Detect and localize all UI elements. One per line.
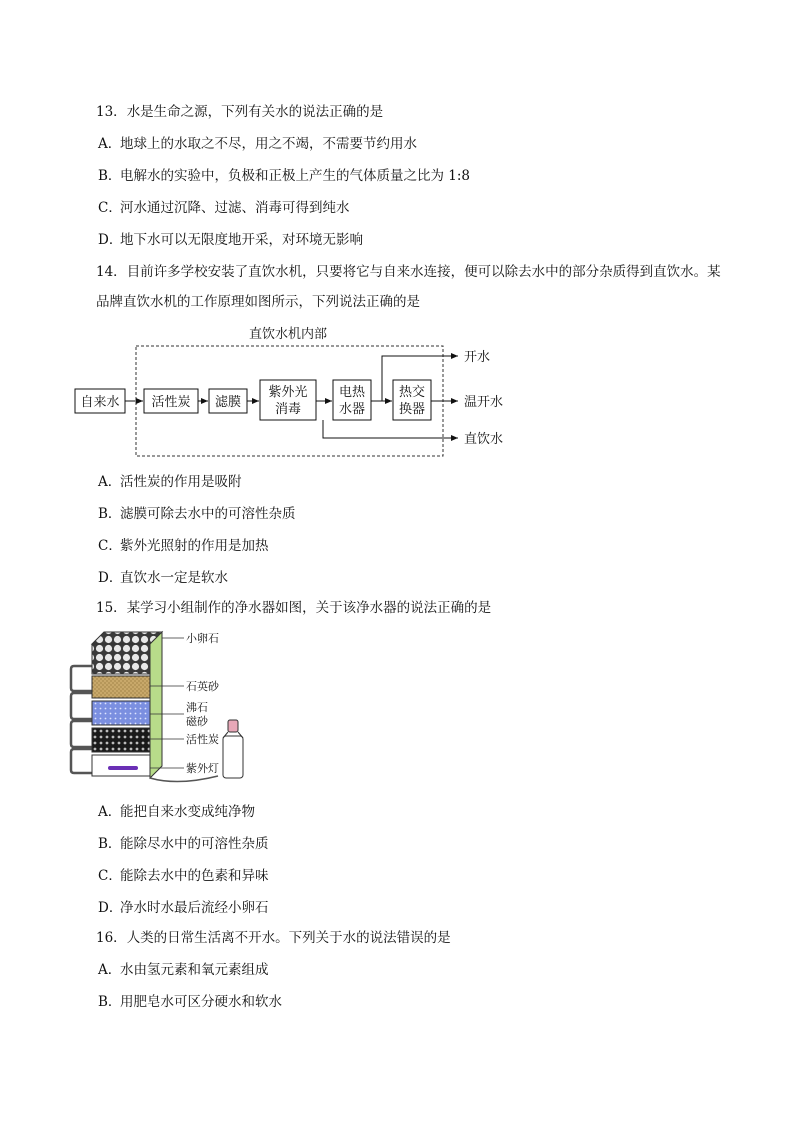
bottle-body — [223, 736, 243, 778]
q15-option-c[interactable] — [98, 866, 269, 886]
label-uv-lamp: 紫外灯 — [186, 762, 219, 775]
output-warm-water: 温开水 — [464, 395, 504, 410]
option-letter: D． — [98, 570, 123, 586]
q15-option-a[interactable] — [98, 802, 255, 822]
question-text: 人类的日常生活离不开水。下列关于水的说法错误的是 — [126, 930, 451, 946]
output-boiling-water: 开水 — [464, 350, 491, 365]
question-number: 15． — [96, 600, 127, 616]
pebble-layer — [92, 644, 150, 674]
option-letter: C． — [98, 868, 122, 884]
option-letter: A． — [98, 962, 122, 978]
q13-option-c[interactable] — [98, 198, 350, 218]
q15-option-b[interactable] — [98, 834, 269, 854]
question-16-stem — [96, 928, 451, 948]
option-text: 紫外光照射的作用是加热 — [120, 538, 269, 554]
question-14-stem — [96, 262, 721, 282]
uv-lamp — [108, 766, 138, 770]
q16-option-a[interactable] — [98, 960, 269, 980]
uv-label-line1: 紫外光 — [268, 385, 308, 400]
option-text: 直饮水一定是软水 — [120, 570, 228, 586]
option-text: 能除尽水中的可溶性杂质 — [120, 836, 269, 852]
option-text: 滤膜可除去水中的可溶性杂质 — [120, 506, 296, 522]
q13-option-d[interactable] — [98, 230, 363, 250]
question-text: 水是生命之源，下列有关水的说法正确的是 — [126, 104, 384, 120]
water-dispenser-diagram — [70, 322, 520, 462]
diagram-title: 直饮水机内部 — [248, 327, 328, 342]
option-text: 活性炭的作用是吸附 — [120, 474, 242, 490]
option-text: 能除去水中的色素和异味 — [120, 868, 269, 884]
option-text: 水由氢元素和氧元素组成 — [120, 962, 269, 978]
arrow-uv-to-direct — [323, 420, 458, 438]
q13-option-a[interactable] — [98, 134, 417, 154]
option-letter: A． — [98, 804, 122, 820]
exchanger-label-line2: 换器 — [398, 402, 426, 417]
option-letter: D． — [98, 232, 123, 248]
side-tube-3 — [71, 721, 92, 747]
question-14-stem-cont: 品牌直饮水机的工作原理如图所示，下列说法正确的是 — [96, 294, 420, 310]
q14-option-b[interactable] — [98, 504, 296, 524]
side-tube-4 — [71, 749, 92, 773]
question-13-stem — [96, 102, 383, 122]
question-text: 目前许多学校安装了直饮水机，只要将它与自来水连接，便可以除去水中的部分杂质得到直饮水。某 — [126, 264, 721, 280]
q14-option-a[interactable] — [98, 472, 242, 492]
output-direct-water: 直饮水 — [464, 432, 504, 447]
option-letter: A． — [98, 136, 122, 152]
question-15-stem — [96, 598, 491, 618]
outlet-tube — [150, 776, 218, 782]
label-activated-carbon: 活性炭 — [186, 733, 219, 746]
option-text: 能把自来水变成纯净物 — [120, 804, 255, 820]
option-text: 电解水的实验中，负极和正极上产生的气体质量之比为 1:8 — [120, 168, 471, 184]
carbon-layer — [92, 728, 150, 752]
label-pebbles: 小卵石 — [186, 632, 219, 645]
tap-water-label: 自来水 — [80, 395, 120, 410]
option-text: 地下水可以无限度地开采，对环境无影响 — [120, 232, 363, 248]
option-letter: C． — [98, 200, 122, 216]
option-text: 净水时水最后流经小卵石 — [120, 900, 269, 916]
option-letter: B． — [98, 994, 122, 1010]
uv-label-line2: 消毒 — [274, 402, 302, 417]
option-letter: B． — [98, 836, 122, 852]
water-purifier-figure — [68, 626, 258, 784]
label-magnetic-sand: 磁砂 — [186, 715, 208, 728]
question-number: 16． — [96, 930, 127, 946]
zeolite-layer — [92, 701, 150, 725]
filter-membrane-label: 滤膜 — [214, 395, 242, 410]
option-text: 地球上的水取之不尽，用之不竭，不需要节约用水 — [120, 136, 417, 152]
question-text: 某学习小组制作的净水器如图，关于该净水器的说法正确的是 — [126, 600, 492, 616]
bottle-cap — [228, 720, 238, 732]
side-tube-2 — [71, 693, 92, 719]
q15-option-d[interactable] — [98, 898, 269, 918]
option-letter: A． — [98, 474, 122, 490]
q14-option-d[interactable] — [98, 568, 228, 588]
question-number: 13． — [96, 104, 127, 120]
option-letter: B． — [98, 168, 122, 184]
sand-layer — [92, 676, 150, 698]
option-letter: D． — [98, 900, 123, 916]
side-tube-1 — [71, 666, 92, 691]
green-side-panel — [150, 632, 162, 778]
uv-lamp-compartment — [92, 755, 150, 776]
q16-option-b[interactable] — [98, 992, 282, 1012]
q13-option-b[interactable] — [98, 166, 470, 186]
heater-label-line2: 水器 — [338, 402, 366, 417]
heater-label-line1: 电热 — [338, 385, 366, 400]
question-number: 14． — [96, 264, 127, 280]
q14-option-c[interactable] — [98, 536, 269, 556]
option-text: 用肥皂水可区分硬水和软水 — [120, 994, 282, 1010]
option-letter: B． — [98, 506, 122, 522]
activated-carbon-label: 活性炭 — [151, 395, 191, 410]
option-text: 河水通过沉降、过滤、消毒可得到纯水 — [120, 200, 350, 216]
label-quartz-sand: 石英砂 — [186, 680, 219, 693]
label-zeolite: 沸石 — [186, 701, 208, 714]
exchanger-label-line1: 热交 — [398, 385, 426, 400]
option-letter: C． — [98, 538, 122, 554]
